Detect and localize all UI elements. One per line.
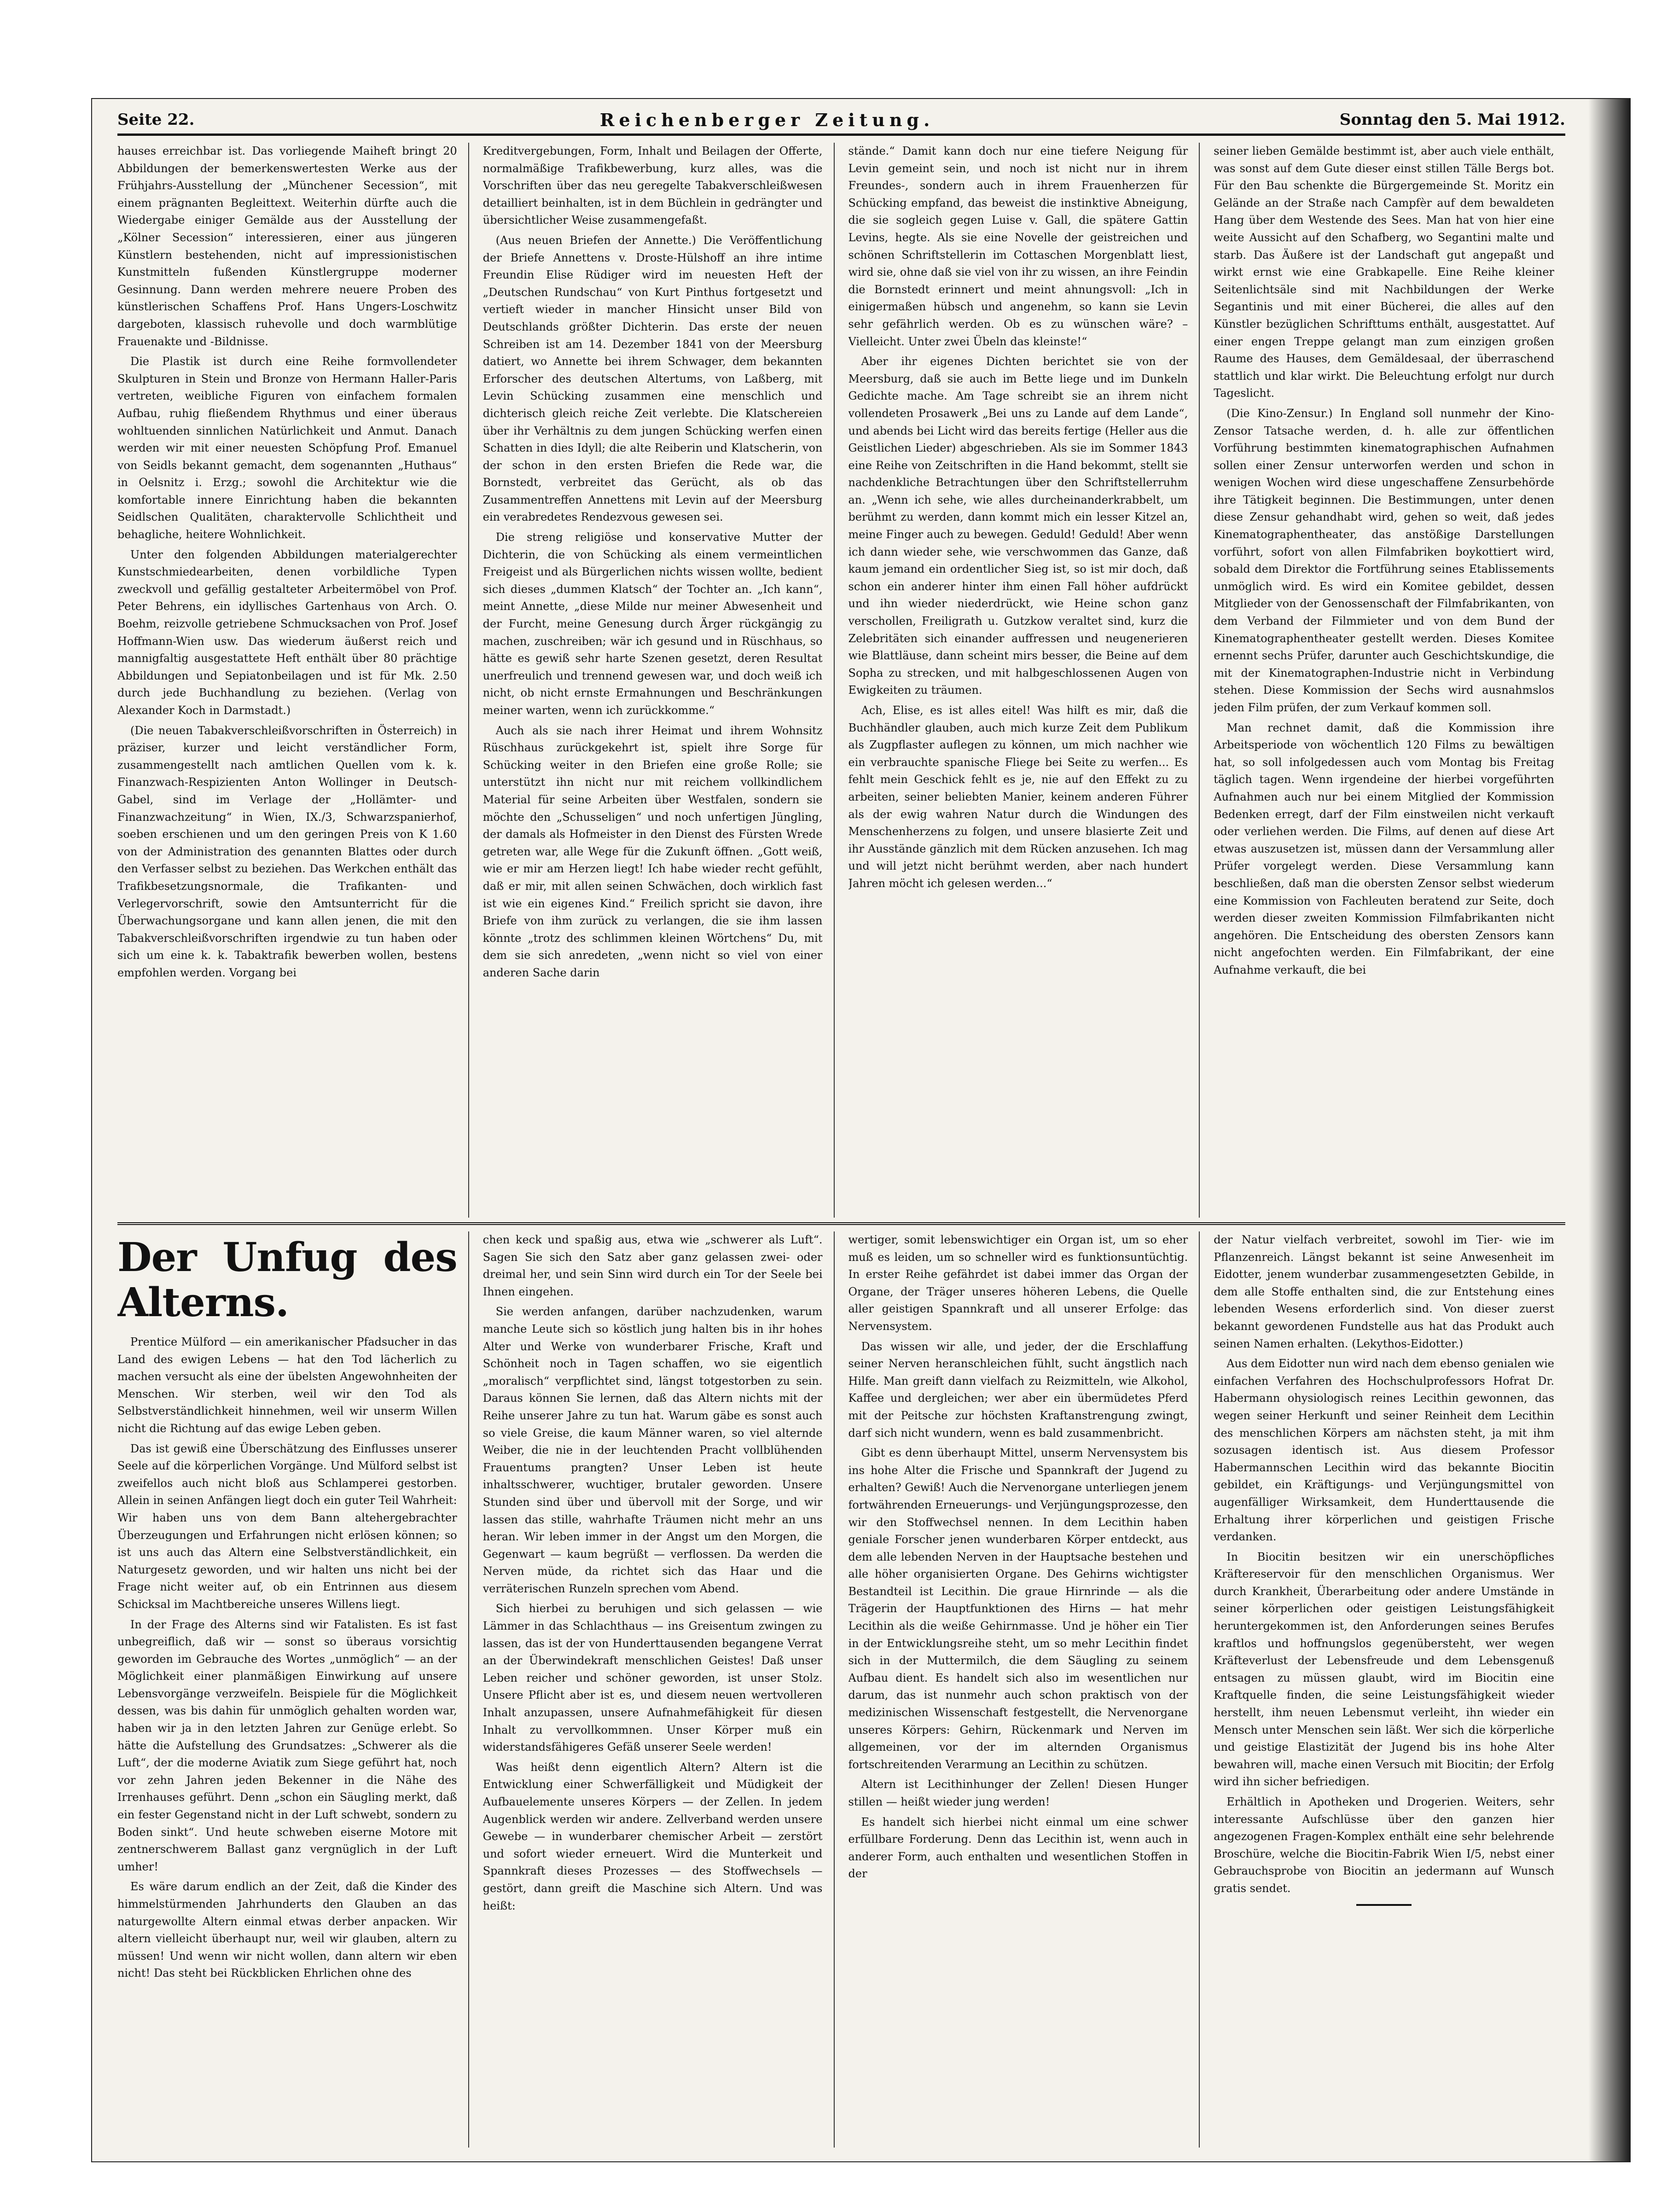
paragraph: Unter den folgenden Abbildungen materialgerechter Kunstschmiedearbeiten, denen vorbildliche Typen zweckvoll und gefällig gestalteter Arbeitermöbel von Prof. Peter Behrens, ein idyllisches Gartenhaus von Arch. O. Boehm, reizvolle getriebene Schmucksachen von Prof. Josef Hoffmann-Wien usw. Das wiederum äußerst reich und mannigfaltig ausgestattete Heft enthält über 80 prächtige Abbildungen und Sepiatonbeilagen und ist für Mk. 2.50 durch jede Buchhandlung zu beziehen. (Verlag von Alexander Koch in Darmstadt.) [117, 548, 457, 717]
upper-column-2 [483, 143, 835, 1218]
paragraph: stände.“ Damit kann doch nur eine tiefere Neigung für Levin gemeint sein, und noch ist nicht nur in ihrem Freundes-, sondern auch in ihrem Frauenherzen für Schücking empfand, das beweist die instinktive Abneigung, die sie sogleich gegen Luise v. Gall, die spätere Gattin Levins, hegte. Als sie eine Novelle der geistreichen und schönen Schriftstellerin im Cottaschen Morgenblatt liest, wird sie, ohne daß sie viel von ihr zu wissen, an ihre Feindin die Bornstedt erinnert und meint ahnungsvoll: „Ich in einigermaßen hübsch und angenehm, so kann sie Levin sehr gefährlich werden. Ob es zu wünschen wäre? – Vielleicht. Unter zwei Übeln das kleinste!“ [848, 145, 1188, 348]
closing-rule [1356, 1904, 1412, 1906]
paragraph: chen keck und spaßig aus, etwa wie „schwerer als Luft“. Sagen Sie sich den Satz aber ganz gelassen zwei- oder dreimal her, und sein Sinn wird durch ein Tor der Seele bei Ihnen eingehen. [482, 1233, 823, 1298]
paragraph: Aber ihr eigenes Dichten berichtet sie von der Meersburg, daß sie auch im Bette liege und im Dunkeln Gedichte mache. Am Tage schreibt sie an ihrem nicht vollendeten Prosawerk „Bei uns zu Lande auf dem Lande“, und abends bei Licht wird das bereits fertige (Heller aus die Geistlichen Lieder) abgeschrieben. Als sie im Sommer 1843 eine Reihe von Zeitschriften in die Hand bekommt, stellt sie nachdenkliche Betrachtungen über den Schriftstellerruhm an. „Wenn ich sehe, wie alles durcheinanderkrabbelt, um berühmt zu werden, dann kommt mich ein lesser Kitzel an, meine Finger auch zu bewegen. Geduld! Geduld! Aber wenn ich dann wieder sehe, wie verschwommen das Ganze, daß kaum jemand ein ordentlicher Sieg ist, so ist mir doch, daß schon ein anderer hinter ihm einen Fall höher aufdrückt und ihn wieder niederdrückt, wie Heine schon ganz verschollen, Freiligrath u. Gutzkow veraltet sind, kurz die Zelebritäten sich einander auffressen und neugenerieren wie Blattläuse, dann scheint mirs besser, die Beine auf dem Sopha zu strecken, und mit halbgeschlossenen Augen von Ewigkeiten zu träumen. [848, 355, 1188, 697]
paragraph: Altern ist Lecithinhunger der Zellen! Diesen Hunger stillen — heißt wieder jung werden! [848, 1778, 1188, 1808]
paragraph: Das ist gewiß eine Überschätzung des Einflusses unserer Seele auf die körperlichen Vorgänge. Und Mülford selbst ist zweifellos auch nicht bloß aus Schlamperei gestorben. Allein in seinen Anfängen liegt doch ein guter Teil Wahrheit: Wir haben uns von dem Bann altehergebrachter Überzeugungen und Erfahrungen nicht erlösen können; so ist uns auch das Altern eine Selbstverständlichkeit, ein Naturgesetz geworden, und wir halten uns nicht bei der Frage nicht weiter auf, ob ein Entrinnen aus diesem Schicksal im Machtbereiche unseres Willens liegt. [117, 1442, 457, 1611]
paragraph: In der Frage des Alterns sind wir Fatalisten. Es ist fast unbegreiflich, daß wir — sonst so überaus vorsichtig geworden im Gebrauche des Wortes „unmöglich“ — an der Möglichkeit einer planmäßigen Einwirkung auf unsere Lebensvorgänge verzweifeln. Beispiele für die Möglichkeit dessen, was bis dahin für unmöglich gehalten worden war, haben wir ja in den letzten Jahren zur Genüge erlebt. So hätte die Aufstellung des Grundsatzes: „Schwerer als die Luft“, der die moderne Aviatik zum Siege geführt hat, noch vor zehn Jahren jeden Bekenner in die Nähe des Irrenhauses geführt. Denn „schon ein Säugling merkt, daß ein fester Gegenstand nicht in der Luft schwebt, sondern zu Boden sinkt“. Und heute schweben eiserne Motore mit zentnerschwerem Ballast ganz vergnüglich in der Luft umher! [117, 1618, 457, 1873]
upper-column-3 [848, 143, 1200, 1218]
lower-section [117, 1231, 1565, 2148]
page-number: Seite 22. [117, 110, 195, 129]
page-header [117, 106, 1565, 136]
lower-column-4 [1214, 1231, 1565, 2148]
paragraph: (Die Kino-Zensur.) In England soll nunmehr der Kino-Zensor Tatsache werden, d. h. alle zur öffentlichen Vorführung bestimmten kinematographischen Aufnahmen sollen einer Zensur unterworfen werden und schon in wenigen Wochen wird diese ungeschaffene Zensurbehörde ihre Tätigkeit beginnen. Die Bestimmungen, unter denen diese Zensur gehandhabt wird, gehen so weit, daß jedes Kinematographentheater, das anstößige Darstellungen vorführt, sofort von allen Filmfabriken boykottiert wird, sobald dem Direktor die Fortführung seines Etablissements unmöglich wird. Es wird ein Komitee gebildet, dessen Mitglieder von der Genossenschaft der Filmfabrikanten, von dem Verband der Filmmieter und von dem Bund der Kinematographentheater gestellt werden. Dieses Komitee ernennt sechs Prüfer, darunter auch Geschichtskundige, die mit der Kinematographen-Industrie nicht in Verbindung stehen. Diese Kommission der Sechs wird ausnahmslos jeden Film prüfen, der zum Verkauf kommen soll. [1214, 406, 1554, 714]
paragraph: Die streng religiöse und konservative Mutter der Dichterin, die von Schücking als einem vermeintlichen Freigeist und als Bürgerlichen nichts wissen wollte, bedient sich dieses „dummen Klatsch“ der Tochter an. „Ich kann“, meint Annette, „diese Milde nur meiner Abwesenheit und der Furcht, meine Genesung durch Ärger rückgängig zu machen, zuschreiben; wär ich gesund und in Rüschhaus, so hätte es gewiß sehr harte Szenen gesetzt, deren Resultat unerfreulich und trennend gewesen war, und doch weiß ich nicht, ob nicht ernste Ermahnungen und Beschränkungen meiner warten, wenn ich zurückkomme.“ [482, 531, 823, 717]
upper-column-1 [117, 143, 469, 1218]
paragraph: Prentice Mülford — ein amerikanischer Pfadsucher in das Land des ewigen Lebens — hat den Tod lächerlich zu machen versucht als eine der übelsten Angewohnheiten der Menschen. Wir sterben, weil wir den Tod als Selbstverständlichkeit hinnehmen, weil wir unserm Willen nicht die Richtung auf das ewige Leben geben. [117, 1335, 457, 1435]
section-divider [117, 1222, 1565, 1225]
paragraph: Gibt es denn überhaupt Mittel, unserm Nervensystem bis ins hohe Alter die Frische und Spannkraft der Jugend zu erhalten? Gewiß! Auch die Nervenorgane unterliegen jenem fortwährenden Erneuerungs- und Verjüngungsprozesse, den wir den Stoffwechsel nennen. In dem Lecithin haben geniale Forscher jenen wunderbaren Körper entdeckt, aus dem alle lebenden Nerven in der Hauptsache bestehen und alle höher organisierten Organe. Des Gehirns wichtigster Bestandteil ist Lecithin. Die graue Hirnrinde — als die Trägerin der Hauptfunktionen des Hirns — hat mehr Lecithin als die weiße Gehirnmasse. Und je höher ein Tier in der Entwicklungsreihe steht, um so mehr Lecithin findet sich in der Muttermilch, die dem Säugling zu seinem Aufbau dient. Es handelt sich also im wesentlichen nur darum, das ist nunmehr auch schon praktisch von der medizinischen Wissenschaft festgestellt, die Nervenorgane unseres Körpers: Gehirn, Rückenmark und Nerven im allgemeinen, vor der im alternden Organismus fortschreitenden Verarmung an Lecithin zu schützen. [848, 1446, 1188, 1771]
paragraph: Die Plastik ist durch eine Reihe formvollendeter Skulpturen in Stein und Bronze von Hermann Haller-Paris vertreten, weibliche Figuren von einfachem formalen Aufbau, ruhig fließendem Rhythmus und einer überaus wohltuenden sinnlichen Natürlichkeit und Anmut. Danach werden wir mit einer neuesten Schöpfung Prof. Emanuel von Seidls bekannt gemacht, dem sogenannten „Huthaus“ in Oelsnitz i. Erzg.; sowohl die Architektur wie die komfortable innere Einrichtung haben die bekannten Seidlschen Qualitäten, charaktervolle Schlichtheit und behagliche, heitere Wohnlichkeit. [117, 355, 457, 541]
paragraph: Kreditvergebungen, Form, Inhalt und Beilagen der Offerte, normalmäßige Trafikbewerbung, kurz alles, was die Vorschriften über das neu geregelte Tabakverschleißwesen detailliert beinhalten, ist in dem Büchlein in gedrängter und übersichtlicher Weise zusammengefaßt. [482, 145, 823, 227]
upper-column-4 [1214, 143, 1565, 1218]
paragraph: Aus dem Eidotter nun wird nach dem ebenso genialen wie einfachen Verfahren des Hochschulprofessors Hofrat Dr. Habermann ohysiologisch reines Lecithin gewonnen, das wegen seiner Herkunft und seiner Reinheit dem Lecithin des menschlichen Körpers am nächsten steht, ja mit ihm sozusagen identisch ist. Aus diesem Professor Habermannschen Lecithin wird das bekannte Biocitin gebildet, ein Kräftigungs- und Verjüngungsmittel von augenfälliger Wirksamkeit, dem Hunderttausende die Erhaltung ihrer körperlichen und geistigen Frische verdanken. [1214, 1357, 1554, 1544]
lower-column-2 [483, 1231, 835, 2148]
paragraph: In Biocitin besitzen wir ein unerschöpfliches Kräftereservoir für den menschlichen Organismus. Wer durch Krankheit, Überarbeitung oder andere Umstände in seiner körperlichen oder geistigen Leistungsfähigkeit heruntergekommen ist, den Anforderungen seines Berufes kraftlos und hoffnungslos gegenübersteht, wer wegen Kräfteverlust der Lebensfreude und dem Lebensgenuß entsagen zu müssen glaubt, wird im Biocitin eine Kraftquelle finden, die seine Leistungsfähigkeit wieder herstellt, ihm neuen Lebensmut verleiht, ihn wieder ein Mensch unter Menschen sein läßt. Wer sich die körperliche und geistige Elastizität der Jugend bis ins hohe Alter bewahren will, mache einen Versuch mit Biocitin; der Erfolg wird ihn sicher befriedigen. [1214, 1550, 1554, 1788]
paragraph: hauses erreichbar ist. Das vorliegende Maiheft bringt 20 Abbildungen der bemerkenswertesten Werke aus der Frühjahrs-Ausstellung der „Münchener Secession“, mit einem prägnanten Begleittext. Weiterhin dürfte auch die Wiedergabe einiger Gemälde aus der Ausstellung der „Kölner Secession“ interessieren, einer aus jüngeren Künstlern bestehenden, nicht auf impressionistischen Kunstmitteln fußenden Künstlergruppe moderner Gesinnung. Dann werden mehrere neuere Proben des künstlerischen Schaffens Prof. Hans Ungers-Loschwitz dargeboten, klassisch ruhevolle und doch warmblütige Frauenakte und -Bildnisse. [117, 145, 457, 348]
paragraph: Was heißt denn eigentlich Altern? Altern ist die Entwicklung einer Schwerfälligkeit und Müdigkeit der Aufbauelemente unseres Körpers — der Zellen. In jedem Augenblick werden wir andere. Zellverband werden unsere Gewebe — in wunderbarer chemischer Arbeit — zerstört und sofort wieder erneuert. Wird die Munterkeit und Spannkraft dieses Prozesses — des Stoffwechsels — gestört, dann greift die Maschine sich Altern. Und was heißt: [482, 1760, 823, 1912]
paragraph: Auch als sie nach ihrer Heimat und ihrem Wohnsitz Rüschhaus zurückgekehrt ist, spielt ihre Sorge für Schücking weiter in den Briefen eine große Rolle; sie unterstützt ihn nicht nur mit reichem vollkindlichem Material für seine Arbeiten über Westfalen, sondern sie möchte den „Schusseligen“ und noch unfertigen Jüngling, der damals als Hofmeister in den Dienst des Fürsten Wrede getreten war, alle Wege für die Zukunft öffnen. „Gott weiß, wie er mir am Herzen liegt! Ich habe wieder recht gefühlt, daß er mir, mit allen seinen Schwächen, doch wirklich fast ist wie ein eigenes Kind.“ Freilich spricht sie davon, ihre Briefe von ihm zurück zu verlangen, die sie ihm lassen könnte „trotz des schlimmen kleinen Wörtchens“ Du, mit dem sie sich anredeten, „wenn nicht so viel von einer anderen Sache darin [482, 724, 823, 979]
article-headline: Der Unfug des Alterns. [117, 1234, 457, 1326]
lower-column-1 [117, 1231, 469, 2148]
paragraph: (Die neuen Tabakverschleißvorschriften in Österreich) in präziser, kurzer und leicht verständlicher Form, zusammengestellt nach amtlichen Quellen vom k. k. Finanzwach-Respizienten Anton Wollinger in Deutsch-Gabel, sind im Verlage der „Hollämter- und Finanzwachzeitung“ in Wien, IX./3, Schwarzspanierhof, soeben erschienen und um den geringen Preis von K 1.60 von der Administration des genannten Blattes oder durch den Verfasser selbst zu beziehen. Das Werkchen enthält das Trafikbesetzungsnormale, die Trafikanten- und Verlegervorschrift, sowie den Amtsunterricht für die Überwachungsorgane und kann allen jenen, die mit den Tabakverschleißvorschriften irgendwie zu tun haben oder sich um eine k. k. Tabaktrafik bewerben wollen, bestens empfohlen werden. Vorgang bei [117, 724, 457, 979]
paragraph: seiner lieben Gemälde bestimmt ist, aber auch viele enthält, was sonst auf dem Gute dieser einst stillen Tälle Bergs bot. Für den Bau schenkte die Bürgergemeinde St. Moritz ein Gelände an der Straße nach Campfèr auf dem bewaldeten Hang über dem Westende des Sees. Man hat von hier eine weite Aussicht auf den Schafberg, wo Segantini malte und starb. Das Äußere ist der Landschaft gut angepaßt und wirkt ernst wie eine Grabkapelle. Eine Reihe kleiner Seitenlichtsäle sind mit Nachbildungen der Werke Segantinis und mit einer Bücherei, die alles auf den Künstler bezüglichen Schrifttums enthält, ausgestattet. Auf einer engen Treppe gelangt man zum einzigen großen Raume des Hauses, dem Gemäldesaal, der überraschend stattlich und klar wirkt. Die Beleuchtung erfolgt nur durch Tageslicht. [1214, 145, 1554, 400]
paragraph: Es handelt sich hierbei nicht einmal um eine schwer erfüllbare Forderung. Denn das Lecithin ist, wenn auch in anderer Form, auch enthalten und wesentlichen Stoffen in der [848, 1815, 1188, 1881]
upper-section [117, 143, 1565, 1218]
paragraph: (Aus neuen Briefen der Annette.) Die Veröffentlichung der Briefe Annettens v. Droste-Hülshoff an ihre intime Freundin Elise Rüdiger wird im neuesten Heft der „Deutschen Rundschau“ von Kurt Pinthus fortgesetzt und vertieft wieder in mancher Hinsicht unser Bild von Deutschlands größter Dichterin. Das erste der neuen Schreiben ist am 14. Dezember 1841 von der Meersburg datiert, wo Annette bei ihrem Schwager, dem bekannten Erforscher des deutschen Altertums, von Laßberg, mit Levin Schücking zusammen eine menschlich und dichterisch gleich reiche Zeit verlebte. Die Klatschereien über ihr Verhältnis zu dem jungen Schücking werfen einen Schatten in dies Idyll; die alte Reiberin und Klatscherin, von der schon in den ersten Briefen die Rede war, die Bornstedt, verbreitet das Gerücht, als ob das Zusammentreffen Annettens mit Levin auf der Meersburg ein verabredetes Rendezvous gewesen sei. [482, 233, 823, 524]
newspaper-page [92, 99, 1630, 2161]
masthead: Reichenberger Zeitung. [599, 109, 935, 130]
paragraph: Sie werden anfangen, darüber nachzudenken, warum manche Leute sich so köstlich jung halten bis in ihr hohes Alter und Werke von wunderbarer Frische, Kraft und Schönheit noch in Tagen schaffen, wo sie eigentlich „moralisch“ verpflichtet sind, längst totgestorben zu sein. Daraus können Sie lernen, daß das Altern nichts mit der Reihe unserer Jahre zu tun hat. Warum gäbe es sonst auch so viele Greise, die kaum Männer waren, so viel alternde Weiber, die nie in der leuchtenden Pracht vollblühenden Frauentums prangten? Unser Leben ist heute inhaltsschwerer, wuchtiger, brutaler geworden. Unsere Stunden sind über und übervoll mit der Sorge, und wir lassen das stille, wahrhafte Träumen nicht mehr an uns heran. Wir leben immer in der Angst um den Morgen, die Gegenwart — kaum begrüßt — verflossen. Da werden die Nerven müde, da richtet sich das Haar und die verräterischen Runzeln sprechen vom Abend. [482, 1305, 823, 1595]
paragraph: wertiger, somit lebenswichtiger ein Organ ist, um so eher muß es leiden, um so schneller wird es funktionsuntüchtig. In erster Reihe gefährdet ist dabei immer das Organ der Organe, der Träger unseres höheren Lebens, die Quelle aller geistigen Spannkraft und all unserer Erfolge: das Nervensystem. [848, 1233, 1188, 1333]
paragraph: der Natur vielfach verbreitet, sowohl im Tier- wie im Pflanzenreich. Längst bekannt ist seine Anwesenheit im Eidotter, jenem wunderbar zusammengesetzten Gebilde, in dem alle Stoffe enthalten sind, die zur Entstehung eines lebenden Wesens erforderlich sind. Von dieser zuerst bekannt gewordenen Fundstelle aus hat das Produkt auch seinen Namen erhalten. (Lekythos-Eidotter.) [1214, 1233, 1554, 1350]
lower-column-3 [848, 1231, 1200, 2148]
paragraph: Es wäre darum endlich an der Zeit, daß die Kinder des himmelstürmenden Jahrhunderts den Glauben an das naturgewollte Altern einmal etwas derber anpacken. Wir altern vielleicht überhaupt nur, weil wir glauben, altern zu müssen! Und wenn wir nicht wollen, dann altern wir eben nicht! Das steht bei Rückblicken Ehrlichen ohne des [117, 1880, 457, 1980]
paragraph: Erhältlich in Apotheken und Drogerien. Weiters, sehr interessante Aufschlüsse über den ganzen hier angezogenen Fragen-Komplex enthält eine sehr belehrende Broschüre, welche die Biocitin-Fabrik Wien I/5, nebst einer Gebrauchsprobe von Biocitin an jedermann auf Wunsch gratis sendet. [1214, 1795, 1554, 1895]
paragraph: Das wissen wir alle, und jeder, der die Erschlaffung seiner Nerven heranschleichen fühlt, sucht ängstlich nach Hilfe. Man greift dann vielfach zu Reizmitteln, wie Alkohol, Kaffee und dergleichen; wer aber ein übermüdetes Pferd mit der Peitsche zur höchsten Kraftanstrengung zwingt, darf sich nicht wundern, wenn es bald zusammenbricht. [848, 1340, 1188, 1440]
issue-date: Sonntag den 5. Mai 1912. [1339, 110, 1565, 129]
paragraph: Sich hierbei zu beruhigen und sich gelassen — wie Lämmer in das Schlachthaus — ins Greisentum zwingen zu lassen, das ist der von Hunderttausenden begangene Verrat an der Überwindekraft menschlichen Geistes! Daß unser Leben reicher und schöner geworden, ist unser Stolz. Unsere Pflicht aber ist es, und diesem neuen wertvolleren Inhalt anzupassen, unsere Aufnahmefähigkeit für diesen Inhalt zu vervollkommnen. Unser Körper muß ein widerstandsfähigeres Gefäß unserer Seele werden! [482, 1602, 823, 1754]
paragraph: Ach, Elise, es ist alles eitel! Was hilft es mir, daß die Buchhändler glauben, auch mich kurze Zeit dem Publikum als Zugpflaster auflegen zu können, um mich nachher wie ein verbrauchte spanische Fliege bei Seite zu werfen... Es fehlt mein Geschick fehlt es je, nie auf den Effekt zu zu arbeiten, seiner beliebten Manier, keinem anderen Führer als der ewig wahren Natur durch die Windungen des Menschenherzens zu folgen, und unsere blasierte Zeit und ihr Ausstände gänzlich mit dem Rücken anzusehen. Ich mag und will jetzt nicht berühmt werden, aber nach hundert Jahren möcht ich gelesen werden...“ [848, 704, 1188, 890]
paragraph: Man rechnet damit, daß die Kommission ihre Arbeitsperiode von wöchentlich 120 Films zu bewältigen hat, so soll infolgedessen auch vom Montag bis Freitag täglich tagen. Wenn irgendeine der hierbei vorgeführten Aufnahmen auch nur bei einem Mitglied der Kommission Bedenken erregt, darf der Film einstweilen nicht verkauft oder verliehen werden. Die Films, auf denen auf diese Art etwas auszusetzen ist, müssen dann der Versammlung aller Prüfer vorgelegt werden. Diese Versammlung kann beschließen, daß man die obersten Zensor selbst wiederum eine Kommission von Fachleuten beratend zur Seite, doch werden dieser zweiten Kommission Filmfabrikanten nicht angehören. Die Entscheidung des obersten Zensors kann nicht angefochten werden. Ein Filmfabrikant, der eine Aufnahme verkauft, die bei [1214, 721, 1554, 976]
